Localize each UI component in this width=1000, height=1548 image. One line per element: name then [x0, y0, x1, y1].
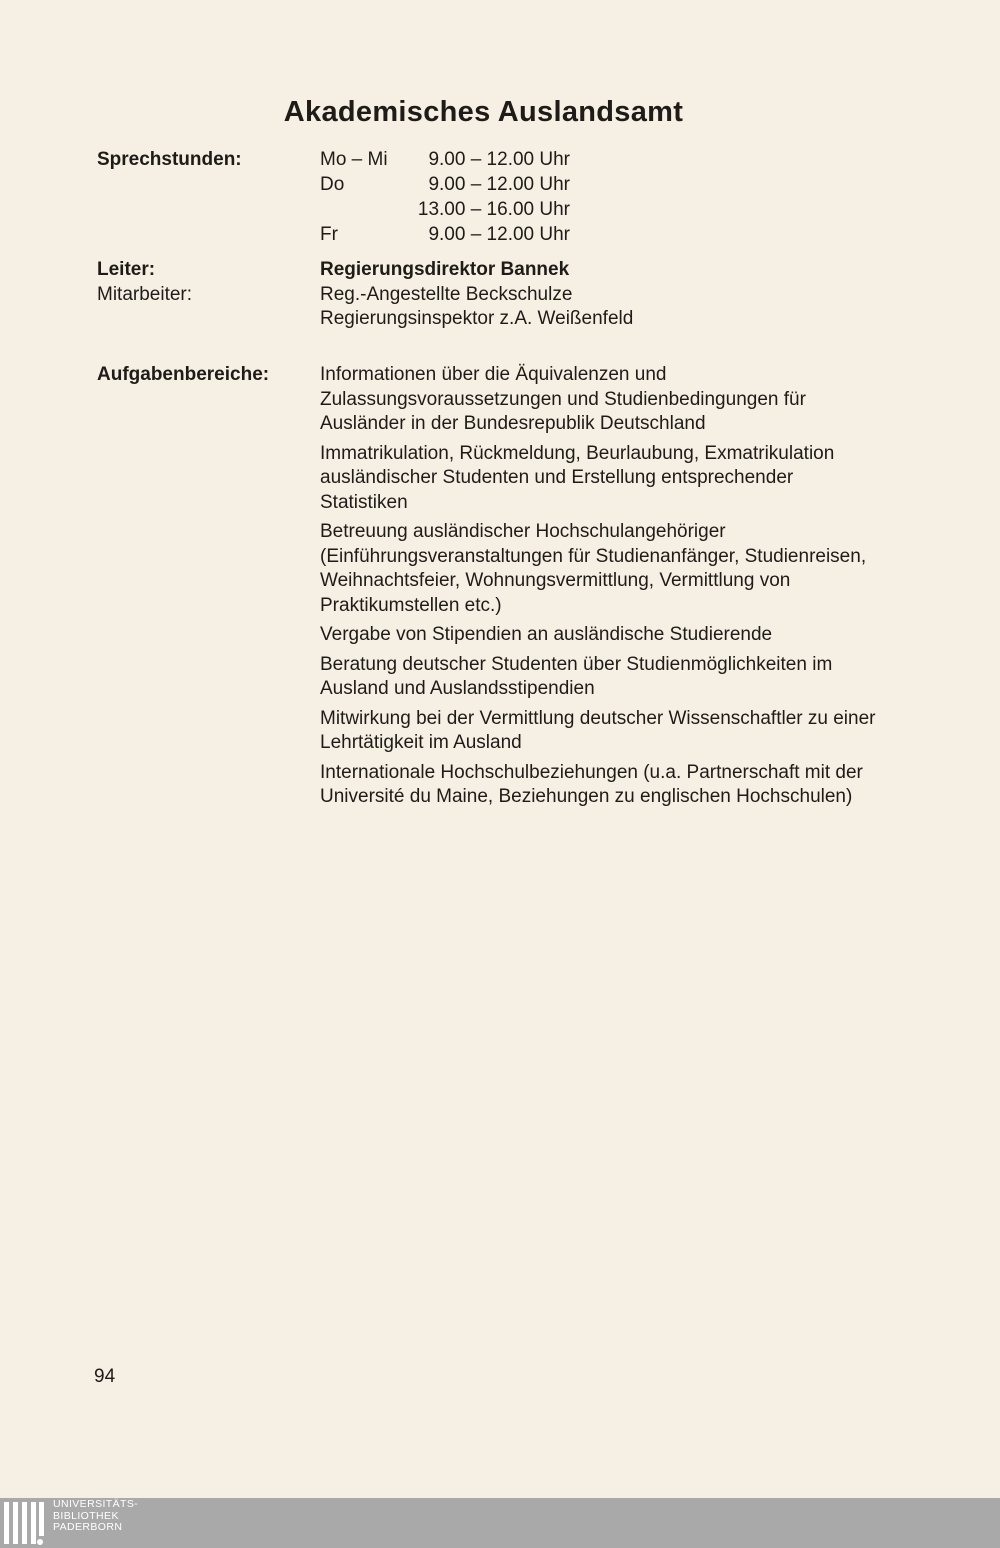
library-logo-text: [53, 1499, 138, 1534]
task-item: Immatrikulation, Rückmeldung, Beurlaubung, Exmatrikulation ausländischer Studenten und Erstellung entsprechender Statistiken: [320, 442, 835, 513]
office-hours-label: Sprechstunden:: [97, 149, 242, 170]
task-item: Informationen über die Äquivalenzen und Zulassungsvoraussetzungen und Studienbedingungen für Ausländer in der Bundesrepublik Deutschland: [320, 364, 806, 434]
page-title: Akademisches Auslandsamt: [283, 96, 684, 128]
office-hours-row: [320, 222, 620, 247]
page-number: 94: [94, 1366, 116, 1387]
office-hours-day: Fr: [320, 224, 338, 245]
office-hours-time: 9.00 – 12.00 Uhr: [428, 174, 570, 195]
task-item: Vergabe von Stipendien an ausländische Studierende: [320, 624, 773, 645]
leiter-name: Regierungsdirektor Bannek: [320, 259, 570, 280]
office-hours-time: 9.00 – 12.00 Uhr: [428, 224, 570, 245]
tasks-list: [320, 363, 880, 815]
logo-line: BIBLIOTHEK: [53, 1509, 119, 1522]
leiter-label: Leiter:: [97, 259, 156, 280]
mitarbeiter-label: Mitarbeiter:: [97, 284, 193, 305]
mitarbeiter-name: Reg.-Angestellte Beckschulze: [320, 283, 573, 305]
logo-line: PADERBORN: [53, 1521, 123, 1533]
task-item: Internationale Hochschulbeziehungen (u.a. Partnerschaft mit der Université du Maine, Beziehungen zu englischen Hochschulen): [320, 761, 863, 807]
office-hours-day: Do: [320, 174, 345, 195]
task-item: Mitwirkung bei der Vermittlung deutscher Wissenschaftler zu einer Lehrtätigkeit im Ausland: [320, 707, 876, 753]
office-hours-day: Mo – Mi: [320, 149, 388, 170]
office-hours-table: [320, 147, 620, 247]
library-logo-dot: [37, 1539, 43, 1545]
task-item: Beratung deutscher Studenten über Studienmöglichkeiten im Ausland und Auslandsstipendien: [320, 653, 833, 699]
office-hours-row: [320, 197, 620, 222]
office-hours-row: [320, 147, 620, 172]
office-hours-time: 9.00 – 12.00 Uhr: [428, 149, 570, 170]
staff-list: [320, 258, 633, 332]
logo-line: UNIVERSITÄTS-: [53, 1498, 139, 1510]
task-item: Betreuung ausländischer Hochschulangehöriger (Einführungsveranstaltungen für Studienanfänger, Studienreisen, Weihnachtsfeier, Wohnungsvermittlung, Vermittlung von Praktikumstellen etc.): [320, 521, 867, 616]
office-hours-time: 13.00 – 16.00 Uhr: [417, 199, 570, 220]
office-hours-row: [320, 172, 620, 197]
mitarbeiter-name: Regierungsinspektor z.A. Weißenfeld: [320, 308, 634, 329]
library-footer: [0, 1498, 1000, 1548]
tasks-label: Aufgabenbereiche:: [97, 364, 270, 385]
